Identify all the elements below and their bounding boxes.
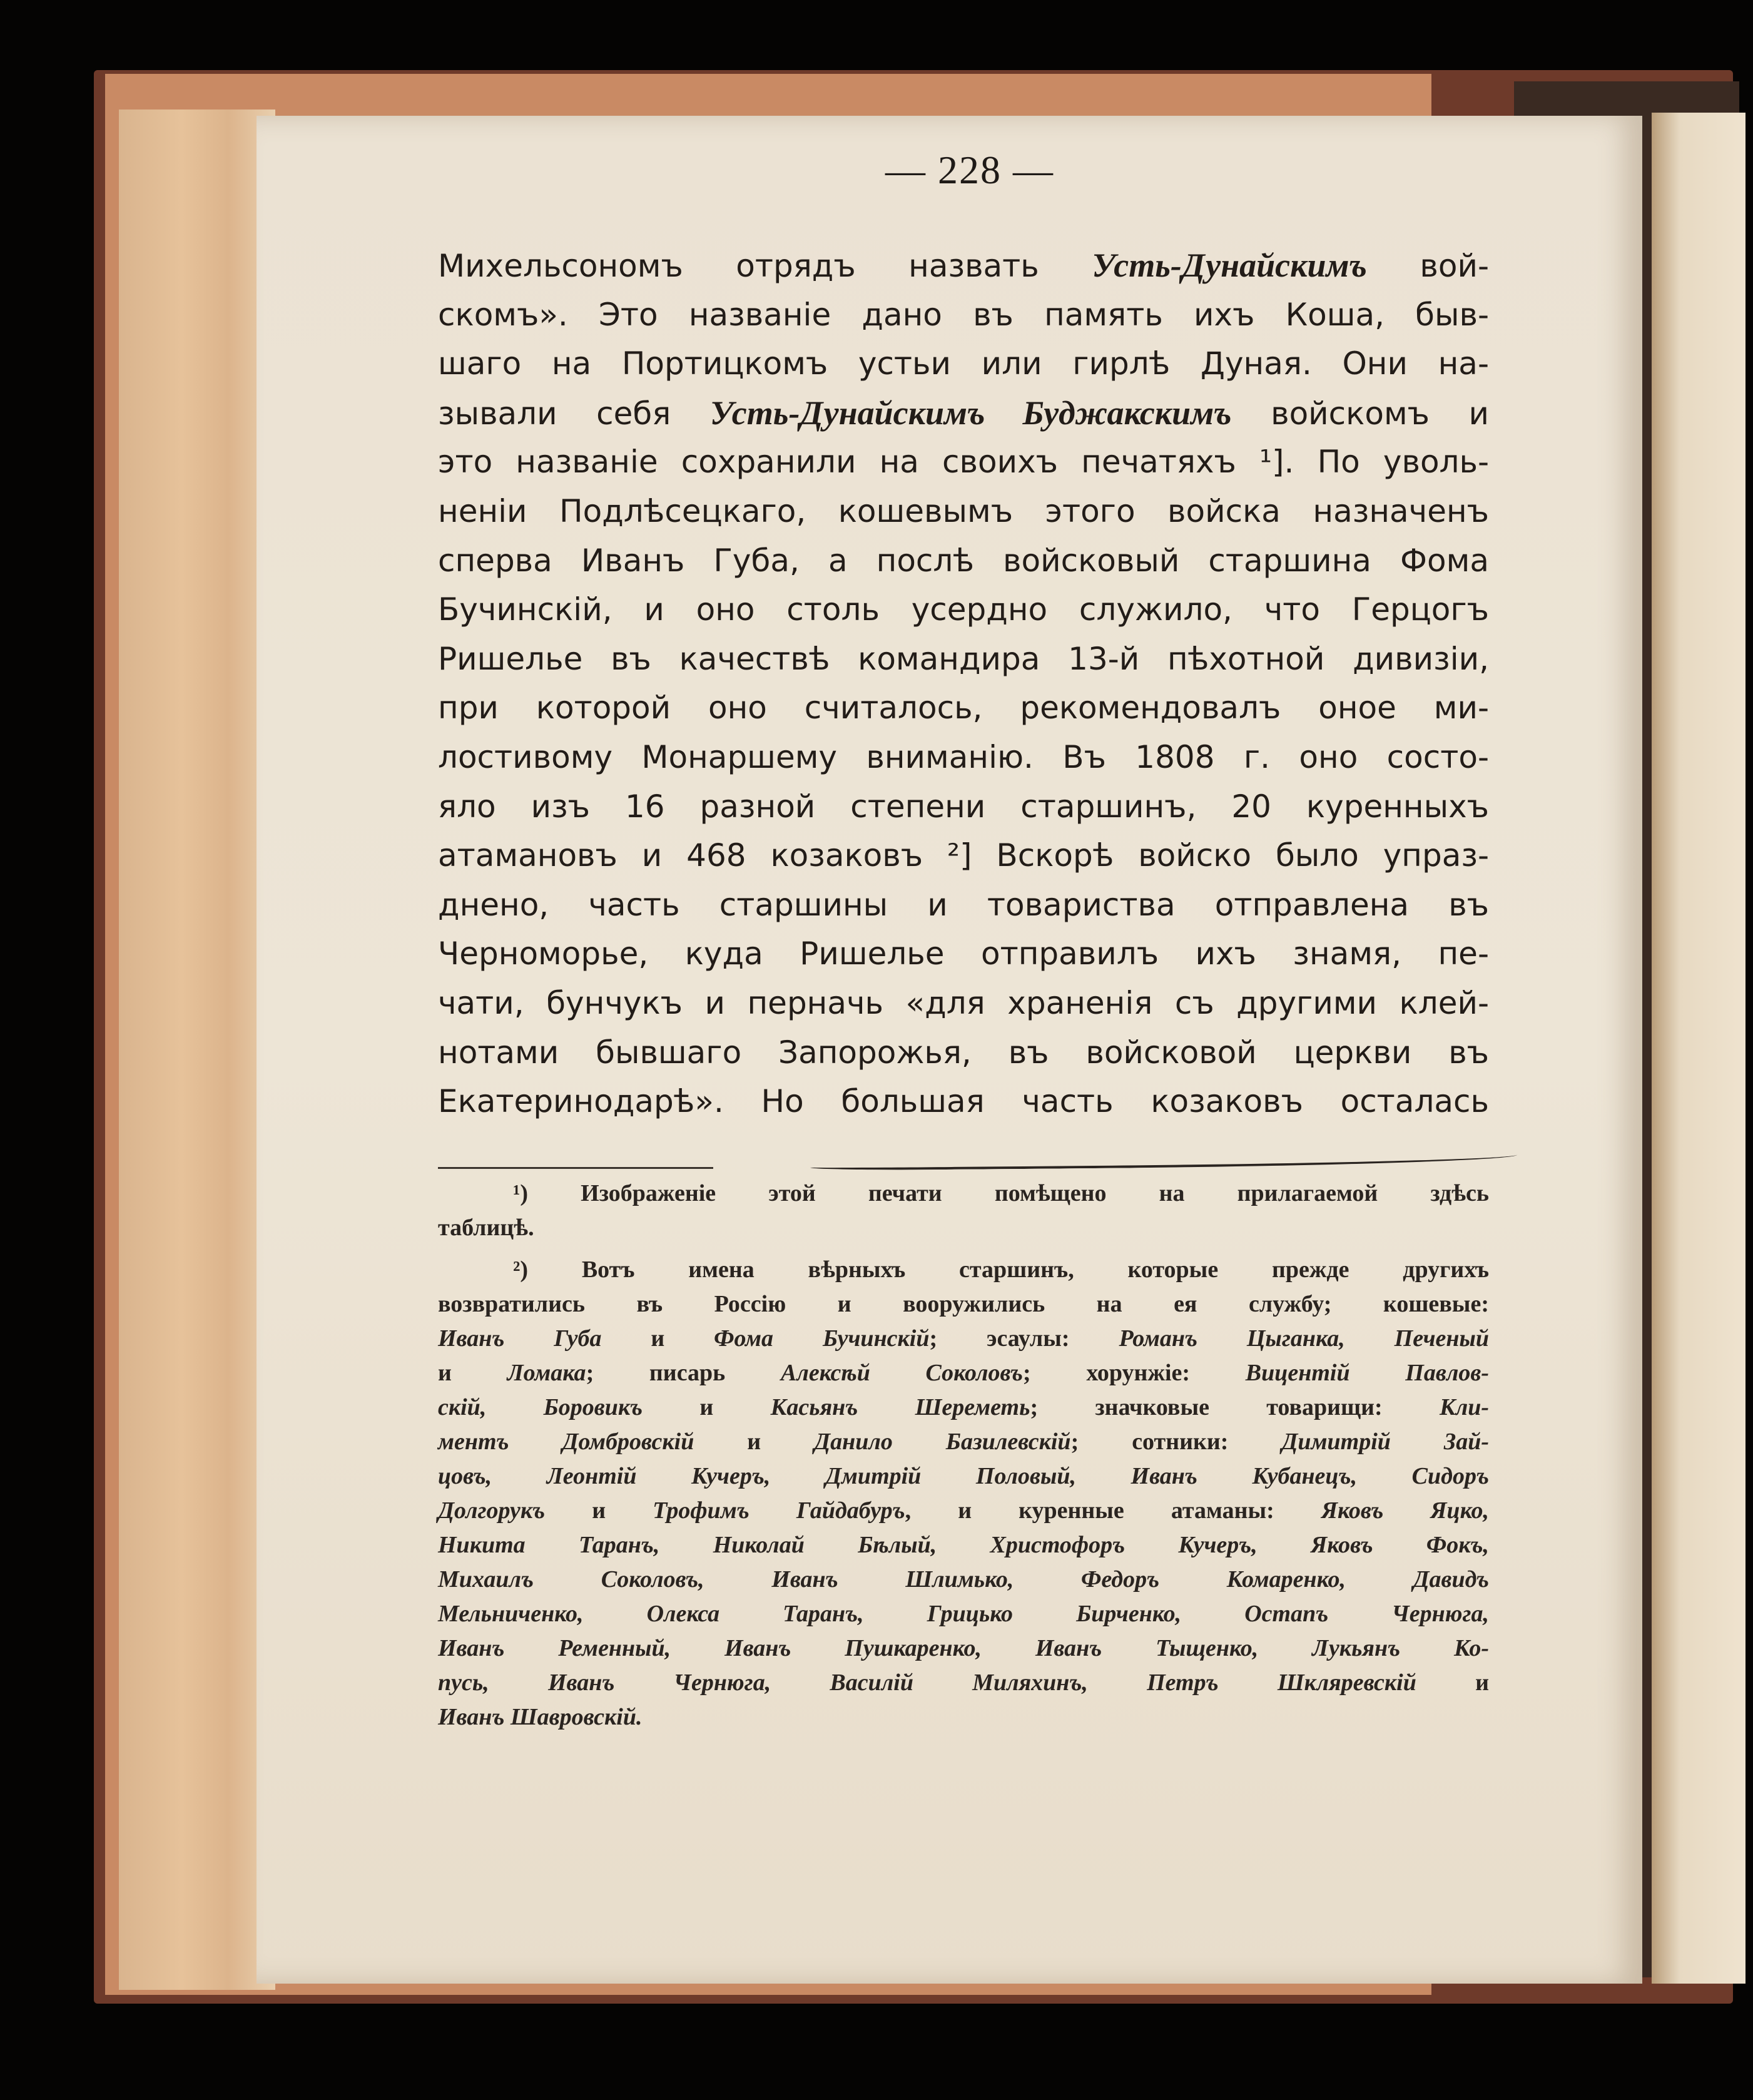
- footnote-segment: , и куренные атаманы:: [905, 1497, 1321, 1524]
- opposite-page-edge: [1652, 113, 1745, 1984]
- footnote-line: [438, 1562, 1489, 1597]
- footnote-line: [438, 1459, 1489, 1494]
- footnote-segment: ; хорунжіе:: [1023, 1360, 1246, 1386]
- text-segment: войскомъ и: [1231, 395, 1489, 432]
- footnote-line: [438, 1528, 1489, 1562]
- footnote-segment: и: [694, 1429, 815, 1455]
- text-segment: Бучинскій, и оно столь усердно служило, что Герцогъ: [438, 591, 1489, 628]
- footnote-segment: ; писарь: [586, 1360, 781, 1386]
- footnote-line: [438, 1253, 1489, 1287]
- text-segment: яло изъ 16 разной степени старшинъ, 20 куренныхъ: [438, 788, 1489, 825]
- text-segment: чати, бунчукъ и перначь «для храненія съ другими клей-: [438, 984, 1489, 1021]
- text-segment: вой-: [1366, 248, 1489, 284]
- text-line: [438, 929, 1489, 979]
- footnote-segment: возвратились въ Россію и вооружились на ея службу; кошевые:: [438, 1291, 1489, 1317]
- footnote-line: [438, 1322, 1489, 1356]
- italic-name: цовъ, Леонтій Кучеръ, Дмитрій Половый, Иванъ Кубанецъ, Сидоръ: [438, 1463, 1489, 1489]
- italic-name: пусь, Иванъ Чернюга, Василій Миляхинъ, Петръ Шкляревскій: [438, 1669, 1416, 1696]
- text-segment: скомъ». Это названіе дано въ память ихъ Коша, быв-: [438, 296, 1489, 333]
- footnote-line: [438, 1700, 1489, 1735]
- italic-name: Никита Таранъ, Николай Бѣлый, Христофоръ Кучеръ, Яковъ Фокъ,: [438, 1532, 1489, 1558]
- italic-name: Иванъ Ременный, Иванъ Пушкаренко, Иванъ Тыщенко, Лукьянъ Ко-: [438, 1635, 1489, 1661]
- italic-name: Иванъ Шавровскій.: [438, 1704, 643, 1730]
- text-line: [438, 241, 1489, 290]
- italic-name: ментъ Домбровскій: [438, 1429, 694, 1455]
- text-segment: днено, часть старшины и товариства отправлена въ: [438, 886, 1489, 923]
- footnote-line: [438, 1287, 1489, 1322]
- footnote-segment: таблицѣ.: [438, 1215, 534, 1241]
- footnote-line: [438, 1211, 1489, 1245]
- footnote-line: [438, 1494, 1489, 1528]
- italic-name: Иванъ Губа: [438, 1325, 602, 1352]
- footnote-segment: ; эсаулы:: [929, 1325, 1119, 1352]
- footnote-rule: [438, 1167, 713, 1169]
- footnote-line: [438, 1356, 1489, 1390]
- italic-name: Фома Бучинскій: [714, 1325, 930, 1352]
- italic-name: Мельниченко, Олекса Таранъ, Грицько Бирченко, Остапъ Чернюга,: [438, 1601, 1489, 1627]
- italic-name: Вицентій Павлов-: [1245, 1360, 1489, 1386]
- italic-name: Данило Базилевскій: [814, 1429, 1071, 1455]
- text-line: [438, 1028, 1489, 1078]
- text-segment: неніи Подлѣсецкаго, кошевымъ этого войска назначенъ: [438, 492, 1489, 529]
- footnote-segment: и: [643, 1394, 771, 1420]
- italic-name: Ломака: [507, 1360, 586, 1386]
- text-segment: это названіе сохранили на своихъ печатяхъ ¹]. По уволь-: [438, 444, 1489, 481]
- text-segment: Ришелье въ качествѣ командира 13-й пѣхотной дивизіи,: [438, 640, 1489, 677]
- text-segment: лостивому Монаршему вниманію. Въ 1808 г. оно состо-: [438, 738, 1489, 775]
- footnote-line: [438, 1597, 1489, 1631]
- text-line: [438, 389, 1489, 438]
- text-line: [438, 683, 1489, 733]
- text-line: [438, 487, 1489, 536]
- footnote-segment: и: [1416, 1669, 1489, 1696]
- text-line: [438, 536, 1489, 586]
- emphasized-text: Усть-Дунайскимъ: [1092, 247, 1367, 284]
- text-line: [438, 437, 1489, 487]
- text-segment: нотами бывшаго Запорожья, въ войсковой церкви въ: [438, 1034, 1489, 1071]
- footnote-line: [438, 1390, 1489, 1425]
- footnote-line: [438, 1631, 1489, 1666]
- text-line: [438, 339, 1489, 389]
- text-line: [438, 831, 1489, 880]
- footnote-line: [438, 1425, 1489, 1459]
- text-segment: Екатеринодарѣ». Но большая часть козаковъ осталась: [438, 1083, 1489, 1120]
- main-text: [438, 241, 1489, 1126]
- text-segment: шаго на Портицкомъ устьи или гирлѣ Дуная. Они на-: [438, 345, 1489, 382]
- text-segment: Черноморье, куда Ришелье отправилъ ихъ знамя, пе-: [438, 935, 1489, 972]
- italic-name: Трофимъ Гайдабуръ: [653, 1497, 905, 1524]
- footnote-segment: и: [545, 1497, 653, 1524]
- text-line: [438, 733, 1489, 782]
- italic-name: Долгорукъ: [438, 1497, 546, 1524]
- italic-name: Яковъ Яцко,: [1321, 1497, 1489, 1524]
- page-number: — 228 —: [885, 148, 1054, 192]
- italic-name: скій, Боровикъ: [438, 1394, 643, 1420]
- text-line: [438, 635, 1489, 684]
- italic-name: Касьянъ Шереметь: [770, 1394, 1030, 1420]
- footnote-segment: ²) Вотъ имена вѣрныхъ старшинъ, которые прежде другихъ: [513, 1256, 1489, 1283]
- text-segment: сперва Иванъ Губа, а послѣ войсковый старшина Фома: [438, 542, 1489, 579]
- text-line: [438, 290, 1489, 340]
- text-segment: зывали себя: [438, 395, 710, 432]
- text-segment: атамановъ и 468 козаковъ ²] Вскорѣ войско было упраз-: [438, 837, 1489, 874]
- text-segment: при которой оно считалось, рекомендовалъ оное ми-: [438, 690, 1489, 726]
- footnote-line: [438, 1666, 1489, 1700]
- italic-name: Кли-: [1439, 1394, 1489, 1420]
- footnote-segment: и: [438, 1360, 507, 1386]
- text-line: [438, 782, 1489, 832]
- footnotes: [438, 1176, 1489, 1735]
- footnote-segment: ; сотники:: [1070, 1429, 1282, 1455]
- text-line: [438, 880, 1489, 930]
- page-edges: [119, 110, 275, 1990]
- footnote-line: [438, 1176, 1489, 1211]
- italic-name: Михаилъ Соколовъ, Иванъ Шлимько, Федоръ Комаренко, Давидъ: [438, 1566, 1489, 1593]
- text-line: [438, 1077, 1489, 1126]
- italic-name: Алексѣй Соколовъ: [780, 1360, 1024, 1386]
- italic-name: Романъ Цыганка, Печеный: [1119, 1325, 1490, 1352]
- text-line: [438, 979, 1489, 1028]
- italic-name: Димитрій Зай-: [1281, 1429, 1490, 1455]
- footnote-segment: и: [601, 1325, 714, 1352]
- emphasized-text: Усть-Дунайскимъ Буджакскимъ: [709, 394, 1232, 432]
- footnote-segment: ; значковые товарищи:: [1030, 1394, 1440, 1420]
- text-line: [438, 585, 1489, 635]
- footnote-segment: ¹) Изображеніе этой печати помѣщено на прилагаемой здѣсь: [513, 1180, 1489, 1206]
- text-segment: Михельсономъ отрядъ назвать: [438, 248, 1092, 284]
